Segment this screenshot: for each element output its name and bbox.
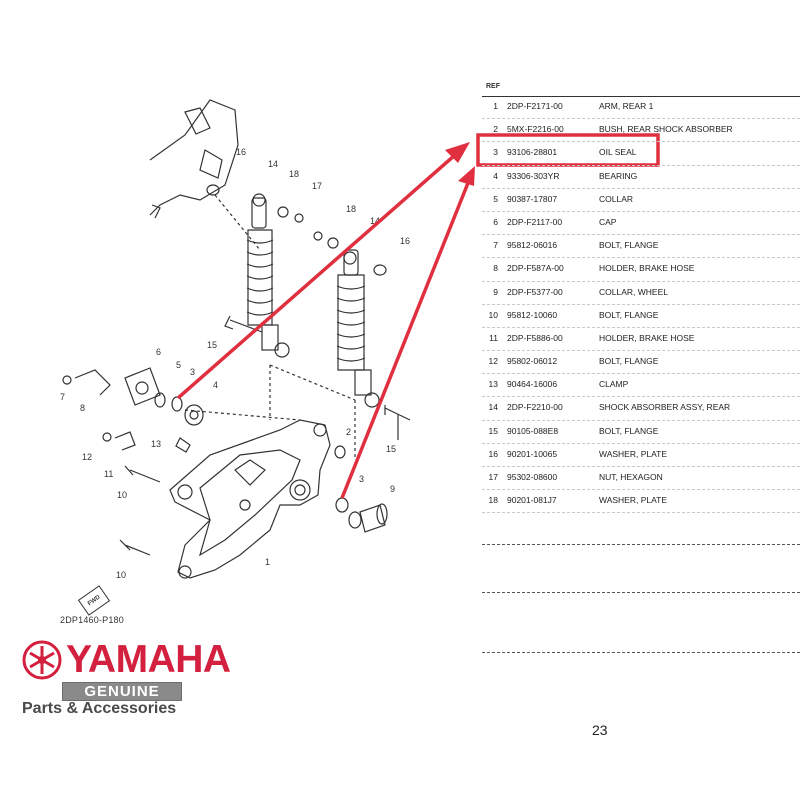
ref-number: 16 [488, 448, 498, 459]
table-row [482, 374, 800, 397]
callout-number: 14 [370, 216, 381, 226]
part-description: CAP [599, 216, 617, 227]
header-fragment: REF [486, 83, 500, 90]
ref-number: 15 [488, 425, 498, 436]
callout-number: 17 [312, 181, 323, 191]
page-number: 23 [592, 722, 608, 738]
part-number: 90201-081J7 [507, 495, 557, 506]
callout-number: 11 [104, 469, 114, 479]
ref-number: 8 [493, 263, 498, 274]
red-annotation-arrows [178, 142, 475, 498]
table-row [482, 351, 800, 374]
part-number: 2DP-F587A-00 [507, 263, 564, 274]
arrow-to-left-oil-seal [178, 155, 455, 398]
ref-number: 12 [488, 356, 498, 367]
table-rows [482, 96, 800, 513]
part-number: 93306-303YR [507, 170, 560, 181]
tagline: Parts & Accessories [22, 700, 177, 717]
table-row [482, 328, 800, 351]
part-description: BOLT, FLANGE [599, 425, 659, 436]
callout-number: 9 [390, 484, 396, 494]
ref-number: 14 [488, 402, 498, 413]
part-number: 95812-06016 [507, 240, 558, 251]
part-number: 2DP-F5377-00 [507, 286, 563, 297]
table-row [482, 305, 800, 328]
part-number: 95802-06012 [507, 356, 558, 367]
ref-number: 13 [488, 379, 498, 390]
part-number: 90464-16006 [507, 379, 558, 390]
callout-number: 18 [346, 204, 357, 214]
tuning-fork-emblem-icon [22, 640, 62, 680]
callout-number: 7 [60, 392, 66, 402]
ref-number: 2 [493, 124, 498, 135]
table-divider [482, 652, 800, 653]
callout-number: 18 [289, 169, 300, 179]
brand-name: YAMAHA [66, 638, 231, 681]
parts-list-table [482, 82, 800, 738]
ref-number: 17 [488, 472, 498, 482]
callout-number: 15 [386, 444, 397, 454]
ref-number: 6 [493, 216, 498, 227]
part-description: SHOCK ABSORBER ASSY, REAR [599, 402, 731, 413]
callout-number: 16 [236, 147, 247, 157]
callout-number: 3 [359, 474, 365, 484]
table-row [482, 166, 800, 189]
table-header [482, 82, 800, 97]
part-description: NUT, HEXAGON [599, 472, 663, 482]
part-description: BEARING [599, 170, 638, 181]
part-number: 5MX-F2216-00 [507, 124, 564, 135]
table-row [482, 490, 800, 513]
part-number: 2DP-F2117-00 [507, 216, 563, 227]
callout-number: 12 [82, 452, 93, 462]
part-description: COLLAR [599, 193, 634, 204]
part-number: 2DP-F2171-00 [507, 101, 563, 111]
part-description: HOLDER, BRAKE HOSE [599, 332, 695, 343]
ref-number: 5 [493, 193, 498, 204]
callout-number: 8 [80, 403, 86, 413]
callout-number: 10 [116, 570, 127, 580]
part-number: 90105-088E8 [507, 425, 559, 436]
table-row [482, 397, 800, 420]
table-row [482, 282, 800, 305]
table-row [482, 96, 800, 119]
part-number: 90387-17807 [507, 193, 558, 204]
callout-number: 5 [176, 360, 182, 370]
part-number: 95302-08600 [507, 472, 558, 482]
part-number: 2DP-F5886-00 [507, 332, 563, 343]
callout-number: 2 [346, 427, 352, 437]
table-row [482, 258, 800, 281]
callout-number: 16 [400, 236, 411, 246]
part-description: WASHER, PLATE [599, 448, 668, 459]
callout-number: 10 [117, 490, 128, 500]
part-description: BOLT, FLANGE [599, 309, 659, 320]
table-row [482, 119, 800, 142]
part-number: 95812-10060 [507, 309, 558, 320]
arrow-to-right-oil-seal [342, 183, 468, 498]
table-row [482, 235, 800, 258]
ref-number: 1 [493, 101, 498, 111]
part-number: 90201-10065 [507, 448, 558, 459]
part-description: HOLDER, BRAKE HOSE [599, 263, 695, 274]
part-description: BUSH, REAR SHOCK ABSORBER [599, 124, 733, 135]
fwd-arrow-label: FWD [78, 585, 110, 615]
part-description: BOLT, FLANGE [599, 240, 659, 251]
part-description: WASHER, PLATE [599, 495, 668, 506]
ref-number: 7 [493, 240, 498, 251]
callout-number: 3 [190, 367, 196, 377]
part-description: ARM, REAR 1 [599, 101, 654, 111]
callout-number: 4 [213, 380, 219, 390]
ref-number: 3 [493, 147, 498, 158]
ref-number: 4 [493, 170, 498, 181]
table-row [482, 212, 800, 235]
table-row [482, 189, 800, 212]
ref-number: 9 [493, 286, 498, 297]
table-row [482, 142, 800, 165]
ref-number: 10 [488, 309, 498, 320]
callout-number: 6 [156, 347, 162, 357]
callout-number: 14 [268, 159, 279, 169]
table-row [482, 467, 800, 490]
ref-number: 11 [489, 332, 498, 343]
genuine-label: GENUINE [62, 682, 182, 701]
part-description: CLAMP [599, 379, 629, 390]
table-row [482, 421, 800, 444]
part-number: 2DP-F2210-00 [507, 402, 563, 413]
part-description: COLLAR, WHEEL [599, 286, 668, 297]
callout-number: 13 [151, 439, 162, 449]
part-description: BOLT, FLANGE [599, 356, 659, 367]
table-divider [482, 592, 800, 593]
part-number: 93106-28801 [507, 147, 558, 158]
ref-number: 18 [488, 495, 498, 506]
callout-number: 1 [265, 557, 271, 567]
part-description: OIL SEAL [599, 147, 637, 158]
figure-code: 2DP1460-P180 [60, 615, 124, 625]
table-row [482, 444, 800, 467]
arrowhead-2 [458, 166, 475, 186]
table-divider [482, 544, 800, 545]
callout-number: 15 [207, 340, 218, 350]
yamaha-genuine-logo [22, 638, 231, 723]
